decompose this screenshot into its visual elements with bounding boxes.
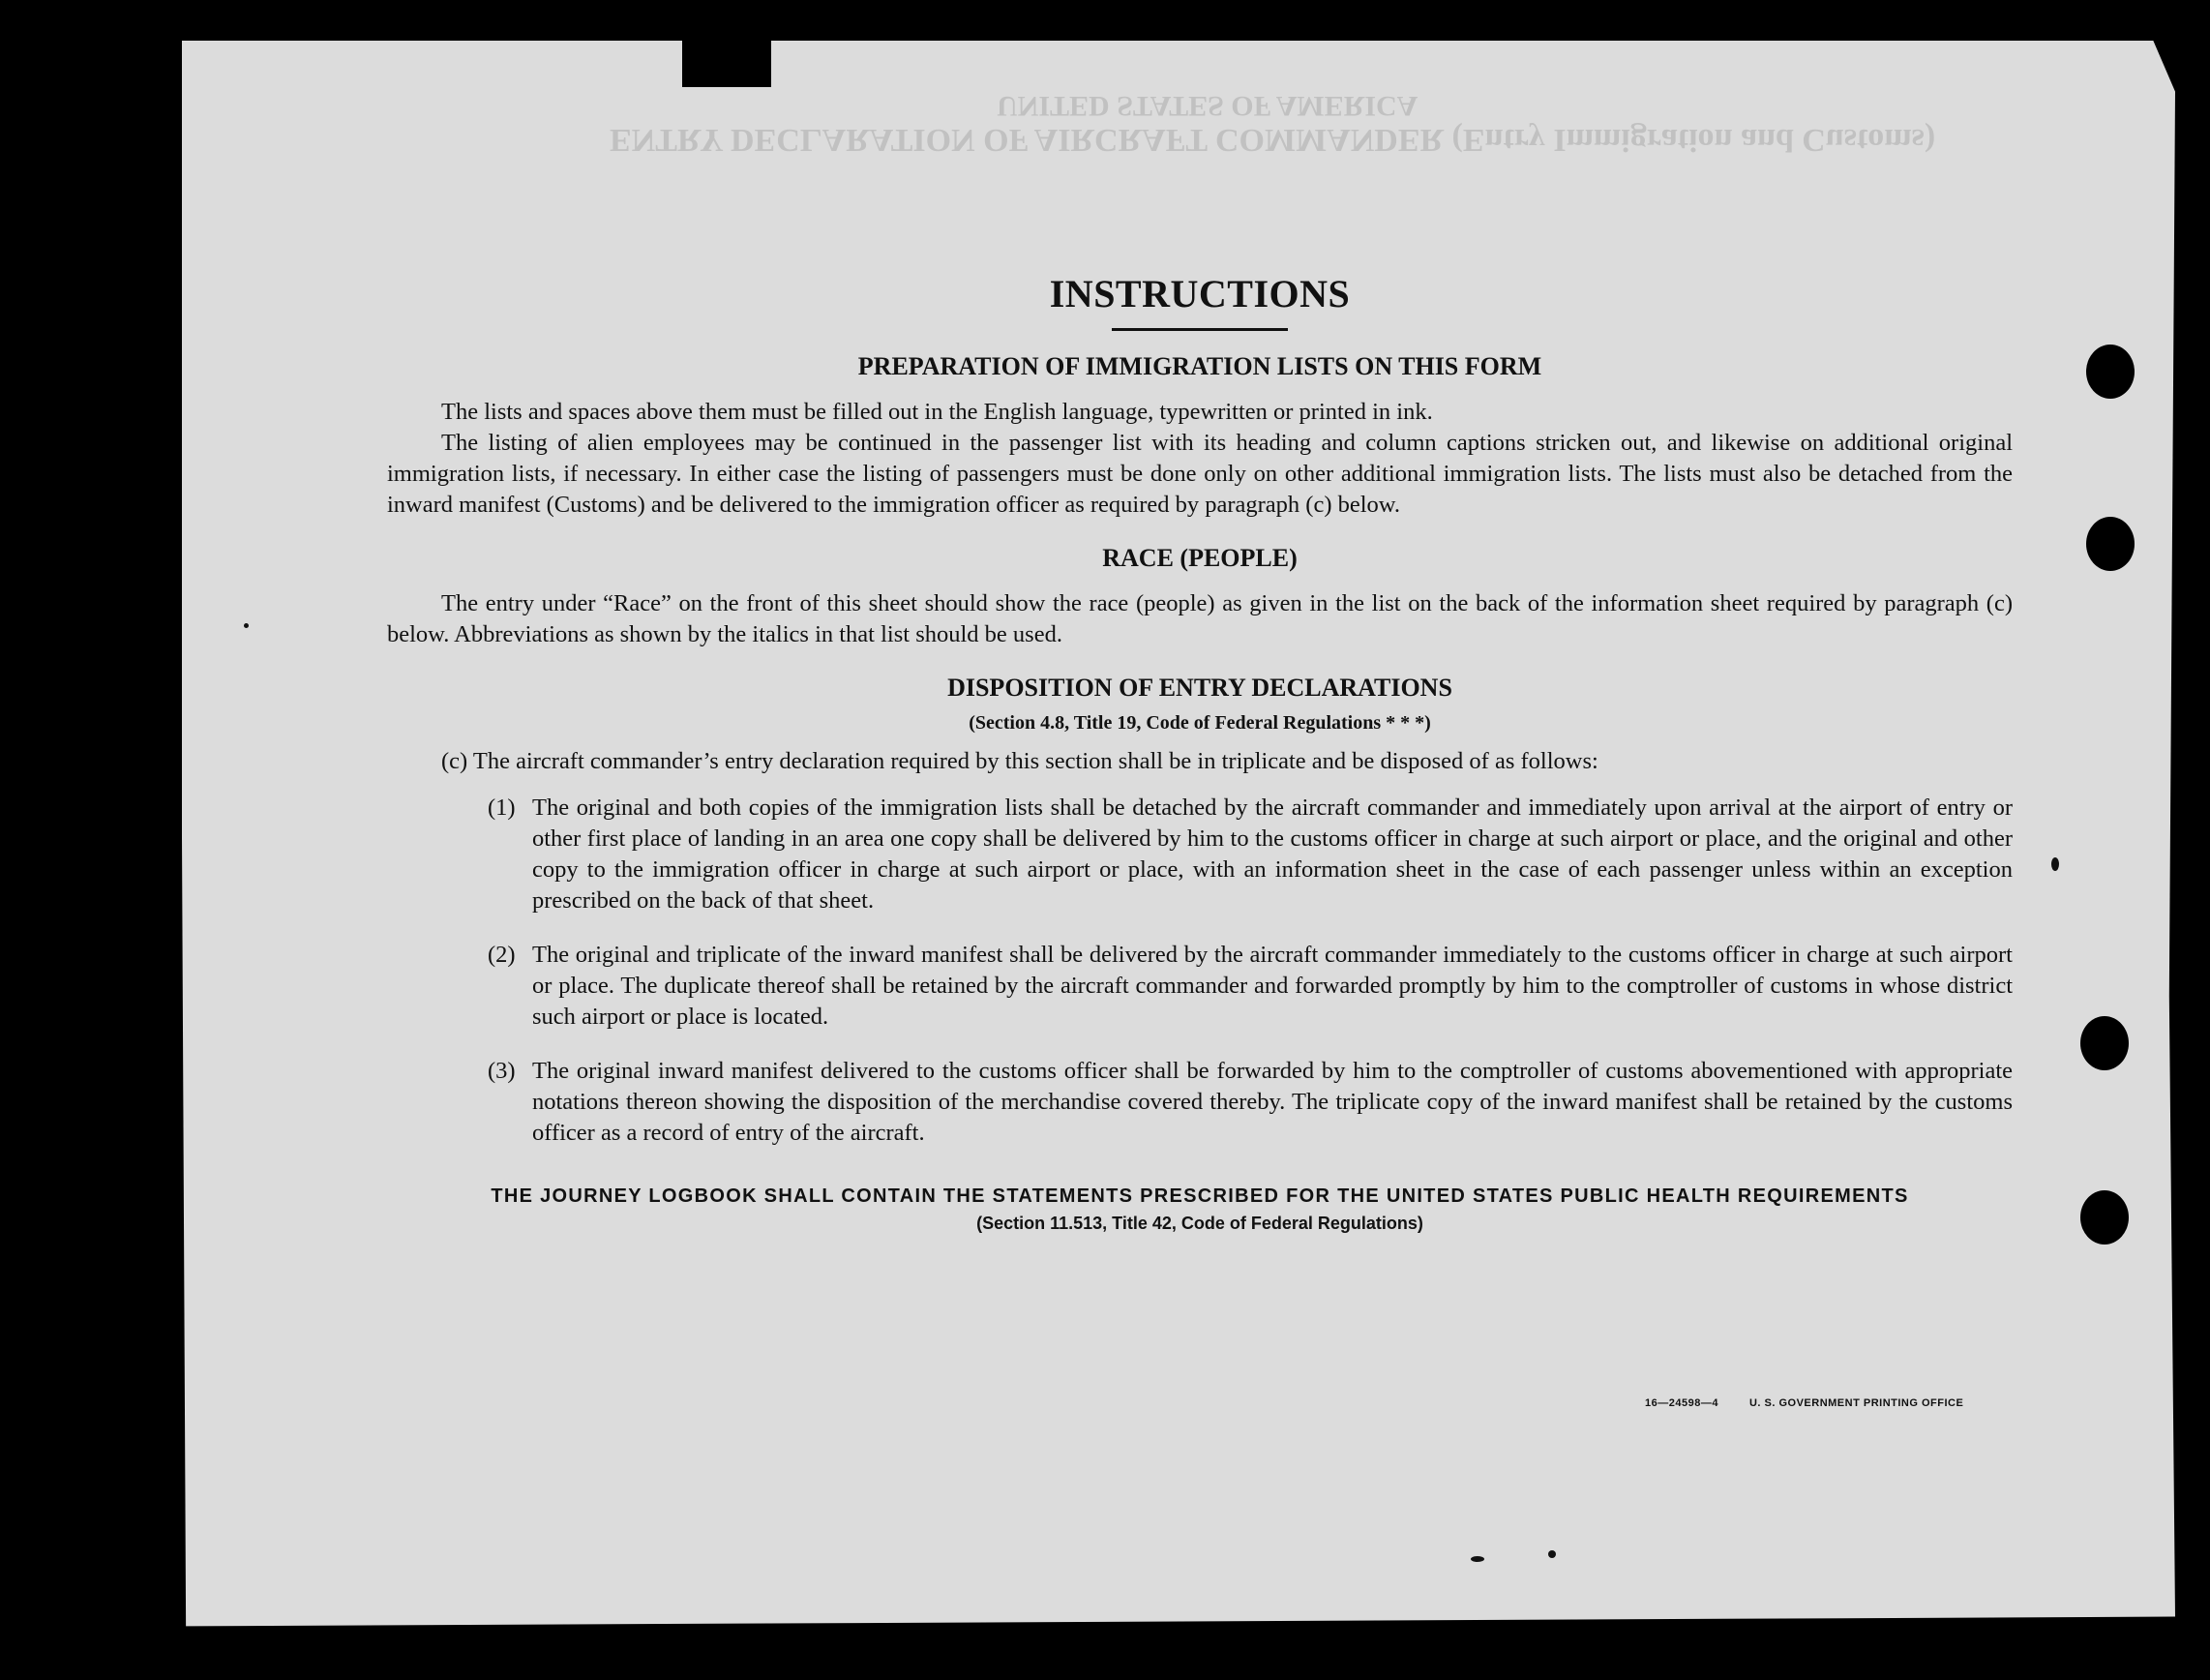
- speck: [2051, 857, 2059, 871]
- list-item: [387, 1056, 2013, 1149]
- punch-hole-3: [2080, 1016, 2129, 1070]
- list-item: [387, 940, 2013, 1033]
- preparation-paragraph-2: The listing of alien employees may be continued in the passenger list with its heading and column captions stricken out, and likewise on additional original immigration lists, if necessary. In either case the listing of passengers must be done only on other additional immigration lists. The lists must also be detached from the inward manifest (Customs) and be delivered to the immigration officer as required by paragraph (c) below.: [387, 430, 2013, 518]
- item-text: The original inward manifest delivered to the customs officer shall be forwarded by him to the comptroller of customs abovementioned with appropriate notations thereon showing the disposition of the merchandise covered thereby. The triplicate copy of the inward manifest shall be retained by the customs officer as a record of entry of the aircraft.: [532, 1058, 2013, 1146]
- item-text: The original and triplicate of the inward manifest shall be delivered by the aircraft commander immediately to the customs officer in charge at such airport or place. The duplicate thereof shall be retained by the aircraft commander and forwarded promptly by him to the comptroller of customs in whose district such airport or place is located.: [532, 942, 2013, 1030]
- health-requirements-citation: (Section 11.513, Title 42, Code of Federal Regulations): [976, 1214, 1423, 1233]
- item-number: (3): [488, 1058, 516, 1084]
- title-underline: [1112, 328, 1288, 331]
- printing-imprint: [1645, 1397, 1994, 1409]
- speck: [1471, 1556, 1484, 1562]
- disposition-heading: DISPOSITION OF ENTRY DECLARATIONS: [947, 674, 1452, 702]
- item-text: The original and both copies of the immigration lists shall be detached by the aircraft commander and immediately upon arrival at the airport of entry or other first place of landing in an area one copy shall be delivered by him to the customs officer in charge at such airport or place, and the original and other copy to the immigration officer in charge at such airport or place, with an information sheet in the case of each passenger unless within an exception prescribed on the back of that sheet.: [532, 795, 2013, 914]
- preparation-paragraph-1: The lists and spaces above them must be filled out in the English language, typewritten or printed in ink.: [441, 399, 1433, 425]
- page-tear: [682, 35, 771, 87]
- item-number: (1): [488, 795, 516, 821]
- list-item: [387, 793, 2013, 916]
- punch-hole-1: [2086, 345, 2135, 399]
- speck: [244, 623, 249, 628]
- speck: [1548, 1550, 1556, 1558]
- race-paragraph: The entry under “Race” on the front of this sheet should show the race (people) as given in the list on the back of the information sheet required by paragraph (c) below. Abbreviations as shown by the italics in that list should be used.: [387, 590, 2013, 647]
- item-number: (2): [488, 942, 516, 968]
- preparation-heading: PREPARATION OF IMMIGRATION LISTS ON THIS FORM: [857, 352, 1542, 380]
- page-title: INSTRUCTIONS: [1049, 272, 1351, 315]
- printer-name: U. S. GOVERNMENT PRINTING OFFICE: [1748, 1397, 1964, 1409]
- health-requirements-heading: THE JOURNEY LOGBOOK SHALL CONTAIN THE STATEMENTS PRESCRIBED FOR THE UNITED STATES PUBLIC HEALTH REQUIREMENTS: [491, 1185, 1909, 1207]
- disposition-citation: (Section 4.8, Title 19, Code of Federal Regulations * * *): [969, 712, 1431, 734]
- punch-hole-4: [2080, 1190, 2129, 1245]
- bleed-through-line-2: ENTRY DECLARATION OF AIRCRAFT COMMANDER (Entry Immigration and Customs): [610, 122, 1936, 158]
- punch-hole-2: [2086, 517, 2135, 571]
- bleed-through-line-1: UNITED STATES OF AMERICA: [997, 90, 1419, 122]
- race-heading: RACE (PEOPLE): [1102, 544, 1298, 572]
- disposition-intro: (c) The aircraft commander’s entry declaration required by this section shall be in triplicate and be disposed of as follows:: [441, 748, 1598, 774]
- form-number: 16—24598—4: [1645, 1397, 1718, 1409]
- instructions-content: [387, 261, 2013, 1234]
